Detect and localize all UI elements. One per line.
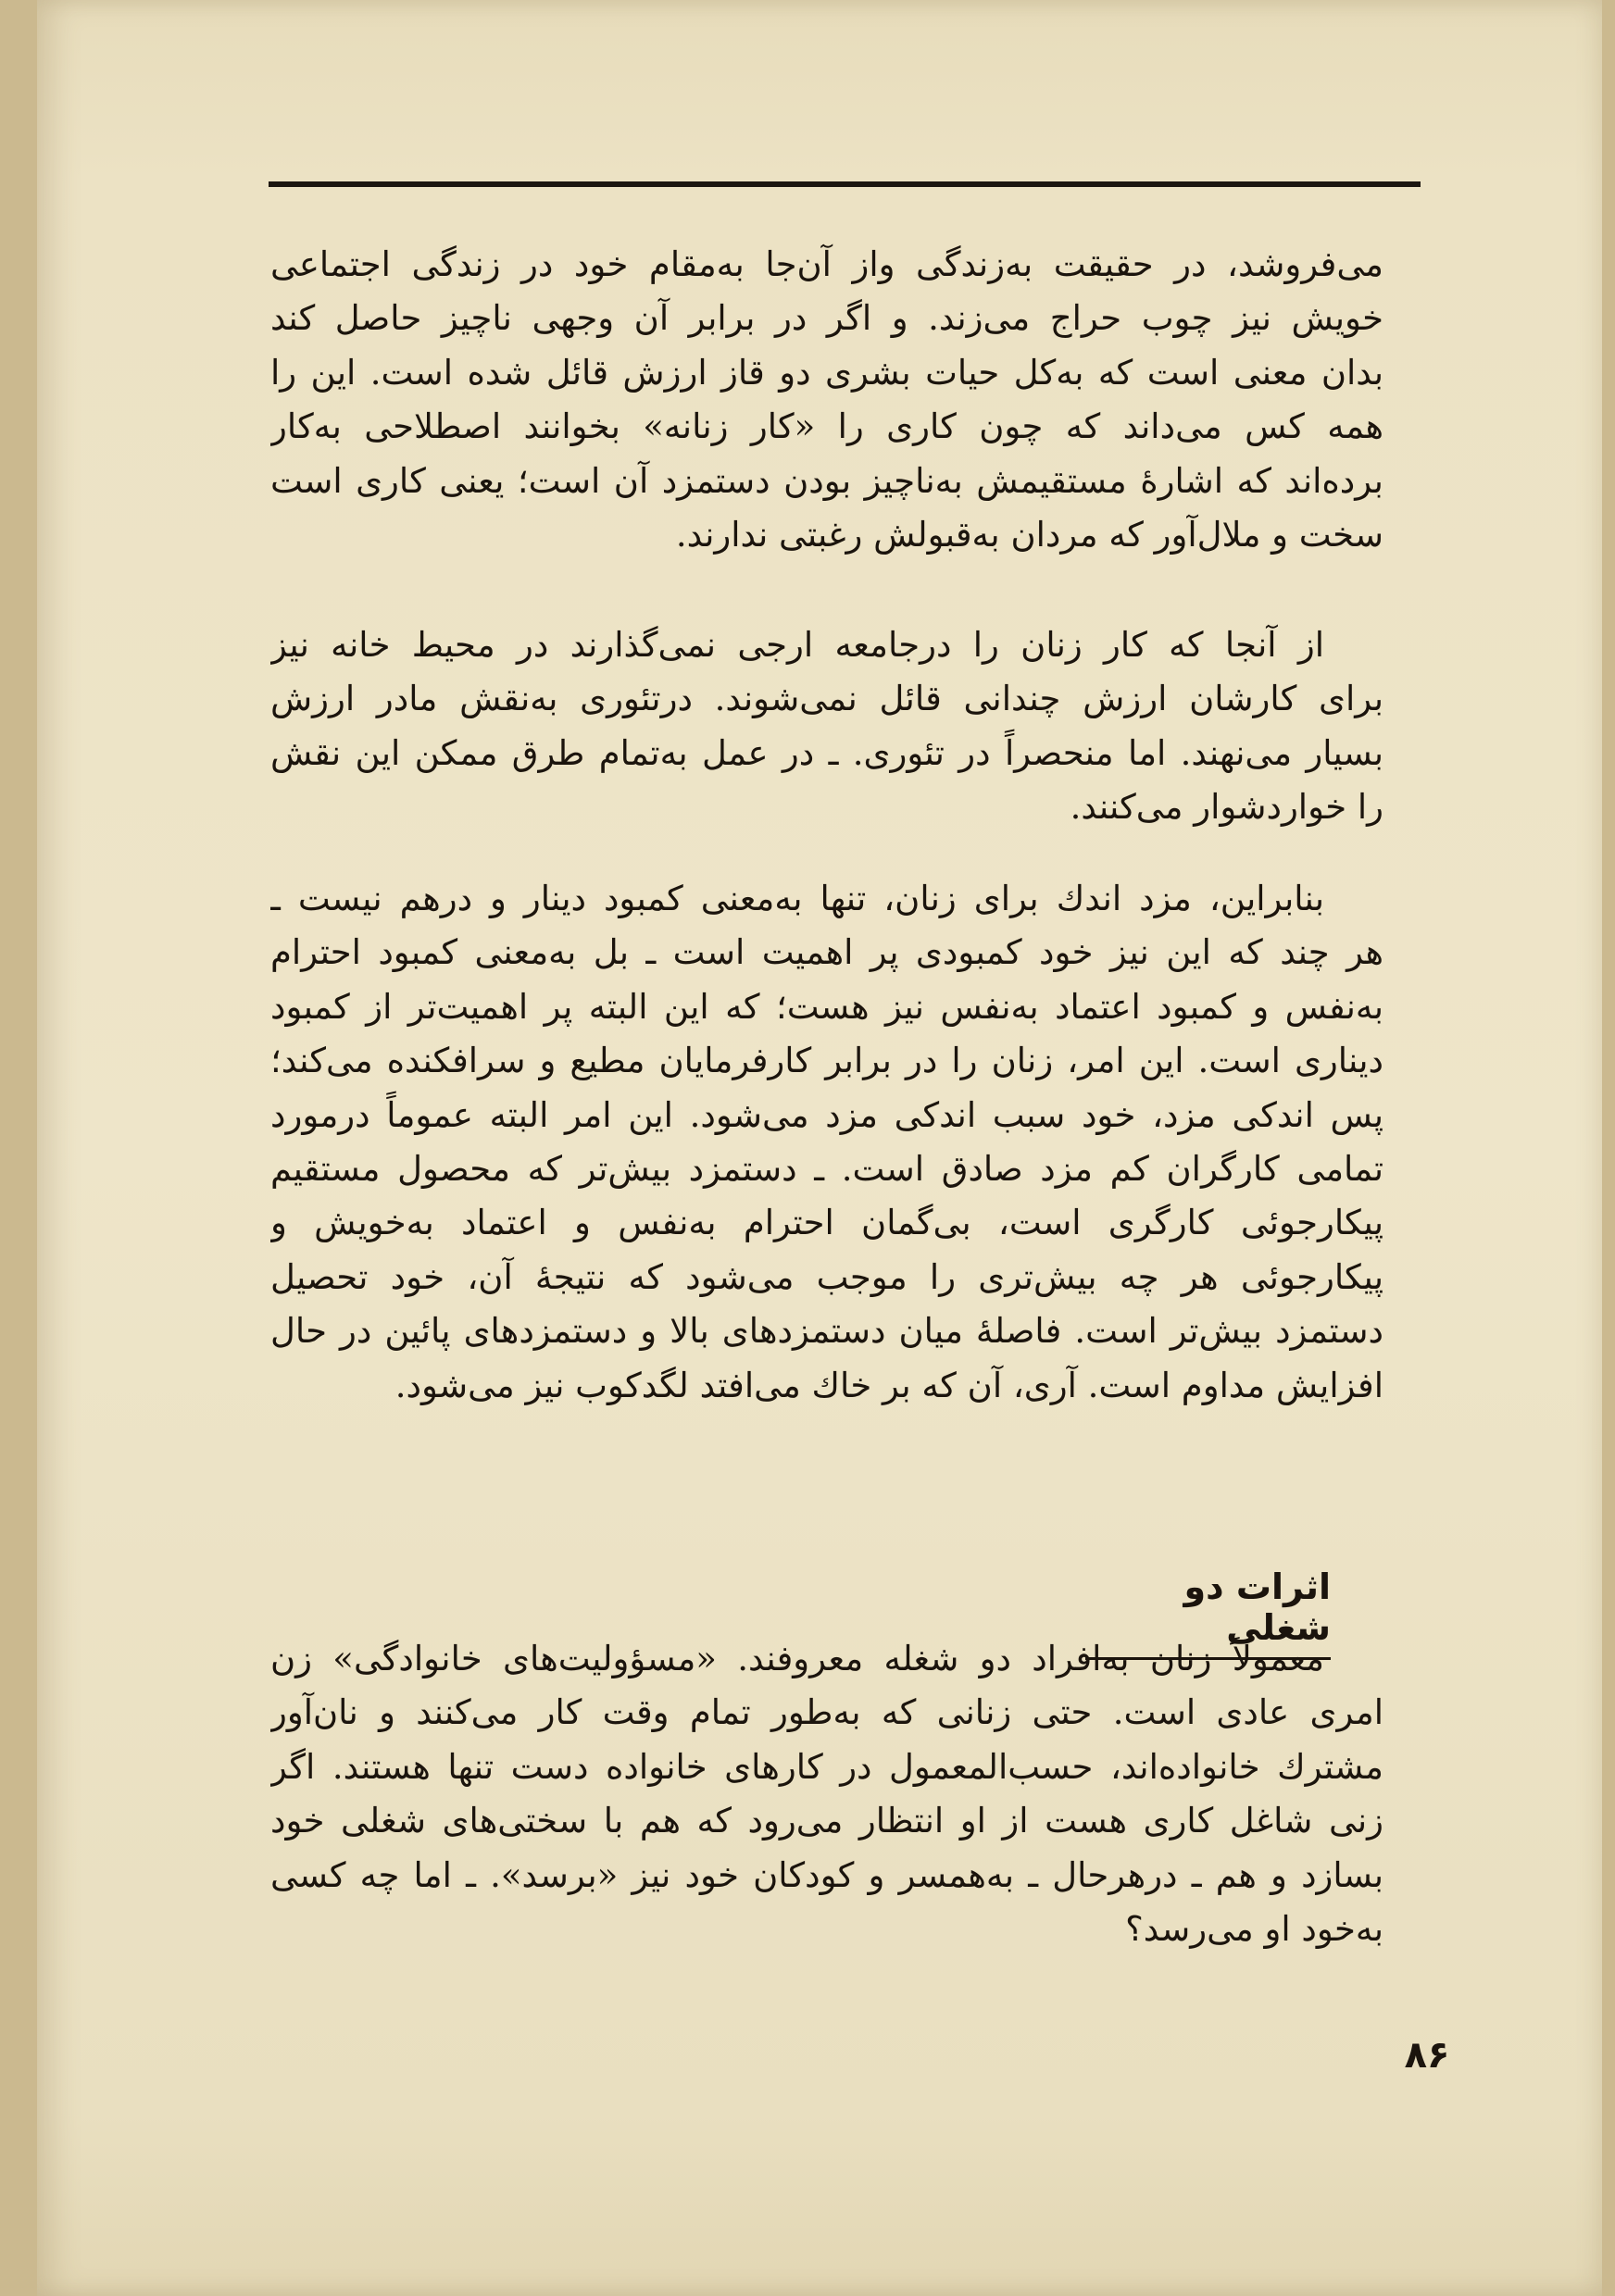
text-line: افزایش مداوم است. آری، آن که بر خاك می‌افتد لگدکوب نیز می‌شود.	[394, 1365, 1383, 1405]
text-line: سخت و ملال‌آور که مردان به‌قبولش رغبتی ندارند.	[675, 514, 1383, 555]
paragraph-3	[270, 872, 1383, 1413]
text-line: می‌فروشد، در حقیقت به‌زندگی واز آن‌جا به‌مقام خود در زندگی اجتماعی	[270, 244, 1383, 284]
text-line: برای کارشان ارزش چندانی قائل نمی‌شوند. درتئوری به‌نقش مادر ارزش	[270, 679, 1383, 719]
text-line: به‌نفس و کمبود اعتماد به‌نفس نیز هست؛ که این البته پر اهمیت‌تر از کمبود	[270, 986, 1383, 1027]
text-line: بنابراین، مزد اندك برای زنان، تنها به‌معنی کمبود دینار و درهم نیست ـ	[270, 879, 1324, 918]
text-line: برده‌اند که اشارهٔ مستقیمش به‌ناچیز بودن دستمزد آن است؛ یعنی کاری است	[270, 460, 1383, 501]
text-line: بسازد و هم ـ درهرحال ـ به‌همسر و کودکان خود نیز «برسد». ـ اما چه کسی	[270, 1854, 1383, 1895]
text-line: معمولاً زنان به‌افراد دو شغله معروفند. «مسؤولیت‌های خانوادگی» زن	[270, 1639, 1324, 1678]
text-line: به‌خود او می‌رسد؟	[1125, 1908, 1383, 1949]
text-line: از آنجا که کار زنان را درجامعه ارجی نمی‌گذارند در محیط خانه نیز	[270, 625, 1324, 665]
text-line: بسیار می‌نهند. اما منحصراً در تئوری. ـ در عمل به‌تمام طرق ممکن این نقش	[270, 732, 1383, 773]
text-line: تمامی کارگران کم مزد صادق است. ـ دستمزد بیش‌تر که محصول مستقیم	[270, 1148, 1383, 1189]
book-page	[37, 0, 1602, 2296]
text-line: بدان معنی است که به‌کل حیات بشری دو قاز ارزش قائل شده است. این را	[270, 352, 1383, 393]
text-line: دستمزد بیش‌تر است. فاصلهٔ میان دستمزدهای بالا و دستمزدهای پائین در حال	[270, 1311, 1383, 1352]
header-rule	[269, 181, 1421, 187]
text-line: هر چند که این نیز خود کمبودی پر اهمیت است ـ بل به‌معنی کمبود احترام	[270, 932, 1383, 973]
text-line: مشترك خانواده‌اند، حسب‌المعمول در کارهای خانواده دست تنها هستند. اگر	[270, 1746, 1383, 1787]
text-line: پیکارجوئی هر چه بیش‌تری را موجب می‌شود که نتیجهٔ آن، خود تحصیل	[270, 1256, 1383, 1297]
text-line: پیکارجوئی کارگری است، بی‌گمان احترام به‌نفس و اعتماد به‌خویش و	[270, 1203, 1383, 1243]
section-heading: اثرات دو شغلی	[1085, 1566, 1331, 1660]
paragraph-2	[270, 618, 1383, 835]
text-line: پس اندکی مزد، خود سبب اندکی مزد می‌شود. این امر البته عموماً درمورد	[270, 1094, 1383, 1135]
text-line: را خواردشوار می‌کنند.	[1070, 787, 1383, 828]
text-line: خویش نیز چوب حراج می‌زند. و اگر در برابر آن وجهی ناچیز حاصل کند	[270, 298, 1383, 339]
paragraph-4	[270, 1632, 1383, 1956]
paragraph-1	[270, 238, 1383, 562]
text-line: زنی شاغل کاری هست از او انتظار می‌رود که هم با سختی‌های شغلی خود	[270, 1801, 1383, 1841]
text-line: همه کس می‌داند که چون کاری را «کار زنانه» بخوانند اصطلاحی به‌کار	[270, 406, 1383, 447]
text-line: امری عادی است. حتی زنانی که به‌طور تمام وقت کار می‌کنند و نان‌آور	[270, 1692, 1383, 1733]
page-number: ۸۶	[1404, 2034, 1450, 2077]
text-line: دیناری است. این امر، زنان را در برابر کارفرمایان مطیع و سرافکنده می‌کند؛	[270, 1041, 1383, 1081]
